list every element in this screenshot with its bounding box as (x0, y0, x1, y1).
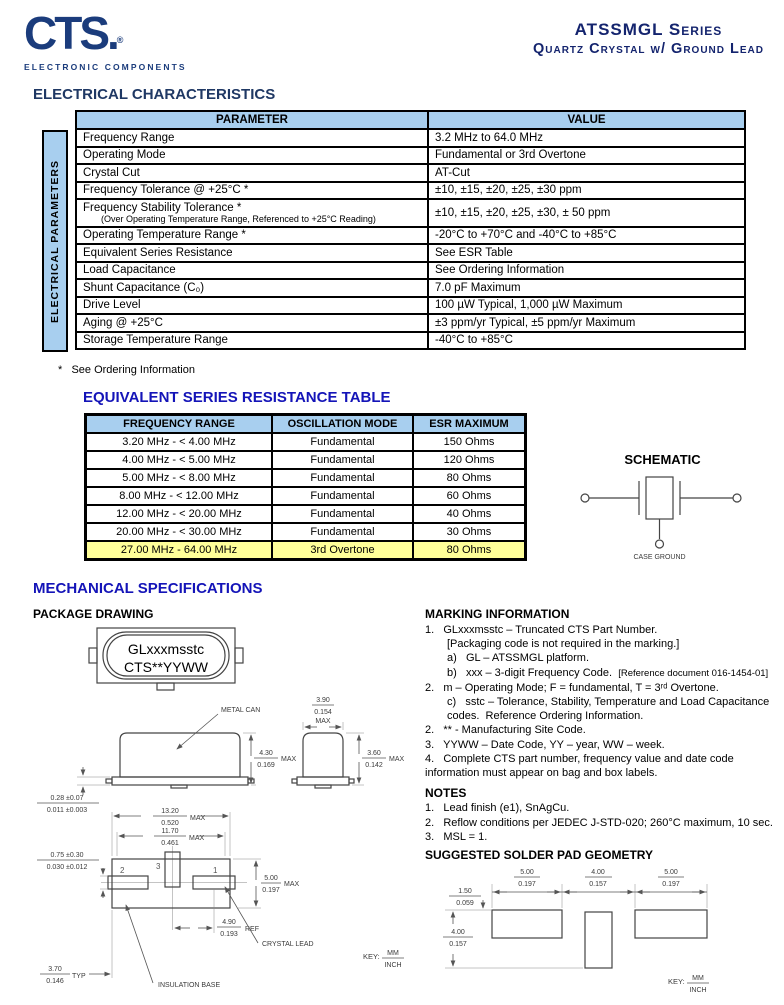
key-inch: INCH (384, 962, 402, 969)
esr-cell: 60 Ohms (446, 490, 492, 502)
registered-mark: ® (116, 35, 124, 45)
dim-mm: 4.00 (451, 929, 465, 936)
col-parameter: PARAMETER (77, 112, 429, 128)
table-row-highlighted (87, 542, 524, 558)
table-row (77, 228, 744, 246)
marking-line: a) GL – ATSSMGL platform. (447, 652, 590, 665)
esr-cell: 150 Ohms (443, 436, 495, 448)
esr-cell: 40 Ohms (446, 508, 492, 520)
note-item: 2. Reflow conditions per JEDEC J-STD-020; 260°C maximum, 10 sec. (425, 816, 773, 829)
key-mm-inch (363, 950, 404, 969)
table-row (87, 524, 524, 542)
marking-line1: GLxxxmsstc (127, 641, 205, 657)
freq-cell: 4.00 MHz - < 5.00 MHz (87, 452, 273, 468)
notes-heading: NOTES (425, 786, 467, 800)
table-row (87, 470, 524, 488)
table-row (77, 263, 744, 281)
mode-cell: Fundamental (273, 488, 414, 504)
electrical-table (75, 110, 746, 350)
table-row (77, 200, 744, 228)
col-value: VALUE (567, 114, 606, 126)
dim-suffix: MAX (189, 835, 205, 842)
pad-number-2: 2 (120, 866, 125, 875)
value-cell: 3.2 MHz to 64.0 MHz (435, 131, 544, 144)
table-row (87, 488, 524, 506)
value-cell: ±10, ±15, ±20, ±25, ±30 ppm (435, 184, 582, 196)
dim-in: 0.193 (220, 931, 238, 938)
dim-suffix: MAX (315, 718, 331, 725)
dim-body-width (233, 859, 300, 908)
dim-in: 0.030 ±0.012 (46, 864, 88, 871)
dim-mm: 0.28 ±0.07 (50, 795, 84, 802)
logo-cts: CTS. (24, 7, 117, 59)
dim-mm: 1.50 (458, 888, 472, 895)
electrical-heading: ELECTRICAL CHARACTERISTICS (33, 86, 276, 103)
dim-in: 0.142 (365, 762, 383, 769)
mode-cell: 3rd Overtone (273, 542, 414, 558)
pad-number-1: 1 (213, 866, 218, 875)
value-cell: ±3 ppm/yr Typical, ±5 ppm/yr Maximum (435, 316, 636, 329)
package-drawing (25, 618, 420, 1005)
marking-line: 1. GLxxxmsstc – Truncated CTS Part Number. (425, 624, 658, 636)
freq-cell: 27.00 MHz - 64.00 MHz (87, 542, 273, 558)
value-cell: 7.0 pF Maximum (435, 281, 521, 294)
package-drawing-heading: PACKAGE DRAWING (33, 607, 154, 621)
freq-cell: 8.00 MHz - < 12.00 MHz (87, 488, 273, 504)
esr-cell: 30 Ohms (446, 526, 492, 538)
freq-cell: 20.00 MHz - < 30.00 MHz (87, 524, 273, 540)
freq-cell: 12.00 MHz - < 20.00 MHz (87, 506, 273, 522)
value-cell: -40°C to +85°C (435, 334, 513, 346)
crystal-symbol (581, 477, 741, 548)
dim-in: 0.011 ±0.003 (46, 807, 88, 814)
key-label: KEY: (363, 952, 380, 961)
marking-heading: MARKING INFORMATION (425, 607, 570, 621)
solder-pads (492, 910, 707, 968)
dim-suffix: REF (245, 926, 259, 933)
mode-cell: Fundamental (273, 524, 414, 540)
marking-line-text: b) xxx – 3-digit Frequency Code. (447, 666, 619, 679)
marking-list (425, 623, 777, 780)
dim-mm: 3.70 (48, 966, 62, 973)
param-cell: Operating Mode (77, 148, 429, 164)
marking-line: 2. m – Operating Mode; F = fundamental, T = 3ʳᵈ Overtone. (425, 681, 719, 694)
table-row (87, 506, 524, 524)
value-cell: See Ordering Information (435, 264, 565, 276)
dim-in: 0.157 (589, 881, 607, 888)
esr-cell: 120 Ohms (443, 454, 495, 466)
dim-in: 0.157 (449, 941, 467, 948)
dim-can-height (243, 733, 297, 785)
col-frequency-range: FREQUENCY RANGE (87, 416, 273, 432)
key-mm: MM (387, 950, 399, 957)
reference-doc-note: [Reference document 016-1454-01] (618, 667, 769, 679)
param-cell: Storage Temperature Range (77, 333, 429, 349)
dim-in: 0.146 (46, 978, 64, 985)
esr-cell: 80 Ohms (446, 472, 492, 484)
table-row (87, 434, 524, 452)
electrical-table-header (77, 112, 744, 130)
key-mm: MM (692, 975, 704, 982)
key-mm-inch (668, 975, 709, 994)
series-header (533, 20, 764, 58)
esr-cell: 80 Ohms (414, 542, 524, 558)
dim-mm: 5.00 (664, 869, 678, 876)
mechanical-heading: MECHANICAL SPECIFICATIONS (33, 580, 263, 597)
schematic-drawing (575, 468, 755, 563)
logo-text (24, 7, 187, 61)
mode-cell: Fundamental (273, 434, 414, 450)
dim-mm: 3.60 (367, 750, 381, 757)
notes-list (425, 801, 777, 845)
mode-cell: Fundamental (273, 452, 414, 468)
value-cell: See ESR Table (435, 246, 513, 259)
marking-line: [Packaging code is not required in the marking.] (447, 638, 680, 651)
param-cell: Shunt Capacitance (C₀) (77, 280, 429, 296)
dim-in: 0.169 (257, 762, 275, 769)
freq-cell: 5.00 MHz - < 8.00 MHz (87, 470, 273, 486)
table-row (77, 165, 744, 183)
mode-cell: Fundamental (273, 506, 414, 522)
param-subnote: (Over Operating Temperature Range, Referenced to +25°C Reading) (101, 214, 376, 224)
table-row (77, 245, 744, 263)
package-side-view (106, 733, 254, 788)
dim-suffix: TYP (72, 973, 86, 980)
dim-base-thickness (37, 767, 110, 814)
table-row (77, 333, 744, 349)
dim-pad-offset (449, 888, 483, 908)
note-item: 1. Lead finish (e1), SnAgCu. (425, 802, 570, 814)
table-row (77, 280, 744, 298)
metal-can-label: METAL CAN (221, 707, 261, 714)
solder-pad-drawing (425, 862, 780, 1004)
dim-mm: 5.00 (264, 875, 278, 882)
dim-in: 0.197 (262, 887, 280, 894)
dim-lead-spacing (175, 889, 259, 938)
value-cell: -20°C to +70°C and -40°C to +85°C (435, 229, 617, 241)
crystal-lead-label: CRYSTAL LEAD (262, 941, 314, 948)
table-row (77, 183, 744, 201)
note-item: 3. MSL = 1. (425, 831, 488, 843)
dim-suffix: MAX (281, 756, 297, 763)
solder-pad-heading: SUGGESTED SOLDER PAD GEOMETRY (425, 848, 654, 862)
dim-mm: 11.70 (161, 828, 179, 835)
cts-logo (24, 7, 187, 72)
dim-top-row (492, 869, 707, 908)
esr-heading: EQUIVALENT SERIES RESISTANCE TABLE (83, 389, 391, 406)
case-ground-label: CASE GROUND (633, 554, 686, 561)
dim-suffix: MAX (284, 881, 300, 888)
table-row (77, 298, 744, 316)
key-inch: INCH (689, 987, 707, 994)
insulation-base-label: INSULATION BASE (158, 982, 221, 989)
dim-mm: 13.20 (161, 808, 179, 815)
freq-cell: 3.20 MHz - < 4.00 MHz (87, 434, 273, 450)
dim-lead-thickness (37, 852, 108, 898)
marking-line: codes. Reference Ordering Information. (447, 710, 644, 723)
dim-in: 0.154 (314, 709, 332, 716)
table-row (77, 148, 744, 166)
param-cell: Frequency Tolerance @ +25°C * (77, 183, 429, 199)
dim-in: 0.520 (161, 820, 179, 827)
marking-line: information must appear on bag and box labels. (425, 767, 658, 780)
esr-table-header (87, 416, 524, 434)
dim-mm: 5.00 (520, 869, 534, 876)
package-bottom-view (101, 846, 247, 930)
dim-lead-offset (40, 910, 112, 985)
param-cell: Load Capacitance (77, 263, 429, 279)
dim-end-height (346, 733, 405, 785)
mode-cell: Fundamental (273, 470, 414, 486)
electrical-parameters-side-label (42, 130, 68, 352)
marking-line: 4. Complete CTS part number, frequency value and date code (425, 752, 734, 765)
package-end-view (292, 733, 354, 788)
pad-number-3: 3 (156, 862, 161, 871)
value-cell: Fundamental or 3rd Overtone (435, 149, 586, 161)
dim-mm: 3.90 (316, 697, 330, 704)
value-cell: AT-Cut (435, 166, 470, 179)
dim-mm: 4.90 (222, 919, 236, 926)
value-cell: 100 µW Typical, 1,000 µW Maximum (435, 299, 623, 311)
table-row (87, 452, 524, 470)
dim-mm: 4.00 (591, 869, 605, 876)
marking-line: 2. ** - Manufacturing Site Code. (425, 724, 586, 737)
marking-line: c) sstc – Tolerance, Stability, Temperature and Load Capacitance (447, 696, 770, 709)
dim-in: 0.197 (662, 881, 680, 888)
dim-in: 0.461 (161, 840, 179, 847)
marking-line (425, 666, 777, 681)
dim-mm: 0.75 ±0.30 (50, 852, 84, 859)
param-cell: Operating Temperature Range * (77, 228, 429, 244)
param-cell: Aging @ +25°C (77, 315, 429, 331)
col-oscillation-mode: OSCILLATION MODE (273, 416, 414, 432)
param-cell (77, 200, 429, 226)
dim-can-width (303, 697, 343, 730)
series-title: ATSSMGL Series (574, 20, 723, 39)
param-main: Frequency Stability Tolerance * (83, 201, 242, 214)
col-esr-maximum: ESR MAXIMUM (429, 418, 509, 430)
dim-suffix: MAX (190, 815, 206, 822)
series-subtitle: Quartz Crystal w/ Ground Lead (532, 41, 764, 57)
param-cell: Crystal Cut (77, 165, 429, 181)
param-cell: Equivalent Series Resistance (77, 245, 429, 261)
table-row (77, 130, 744, 148)
dim-in: 0.197 (518, 881, 536, 888)
param-cell: Frequency Range (77, 130, 429, 146)
table-row (77, 315, 744, 333)
key-label: KEY: (668, 977, 685, 986)
dim-mm: 4.30 (259, 750, 273, 757)
side-label-text: ELECTRICAL PARAMETERS (49, 159, 61, 323)
ordering-footnote: * See Ordering Information (58, 364, 195, 376)
schematic-title: SCHEMATIC (624, 452, 701, 467)
esr-table (84, 413, 527, 561)
logo-subtext: ELECTRONIC COMPONENTS (24, 62, 187, 72)
dim-suffix: MAX (389, 756, 405, 763)
value-cell: ±10, ±15, ±20, ±25, ±30, ± 50 ppm (435, 206, 611, 219)
dim-in: 0.059 (456, 900, 474, 907)
marking-line: 3. YYWW – Date Code, YY – year, WW – week. (425, 738, 665, 751)
marking-line2: CTS**YYWW (124, 659, 208, 675)
param-cell: Drive Level (77, 298, 429, 314)
